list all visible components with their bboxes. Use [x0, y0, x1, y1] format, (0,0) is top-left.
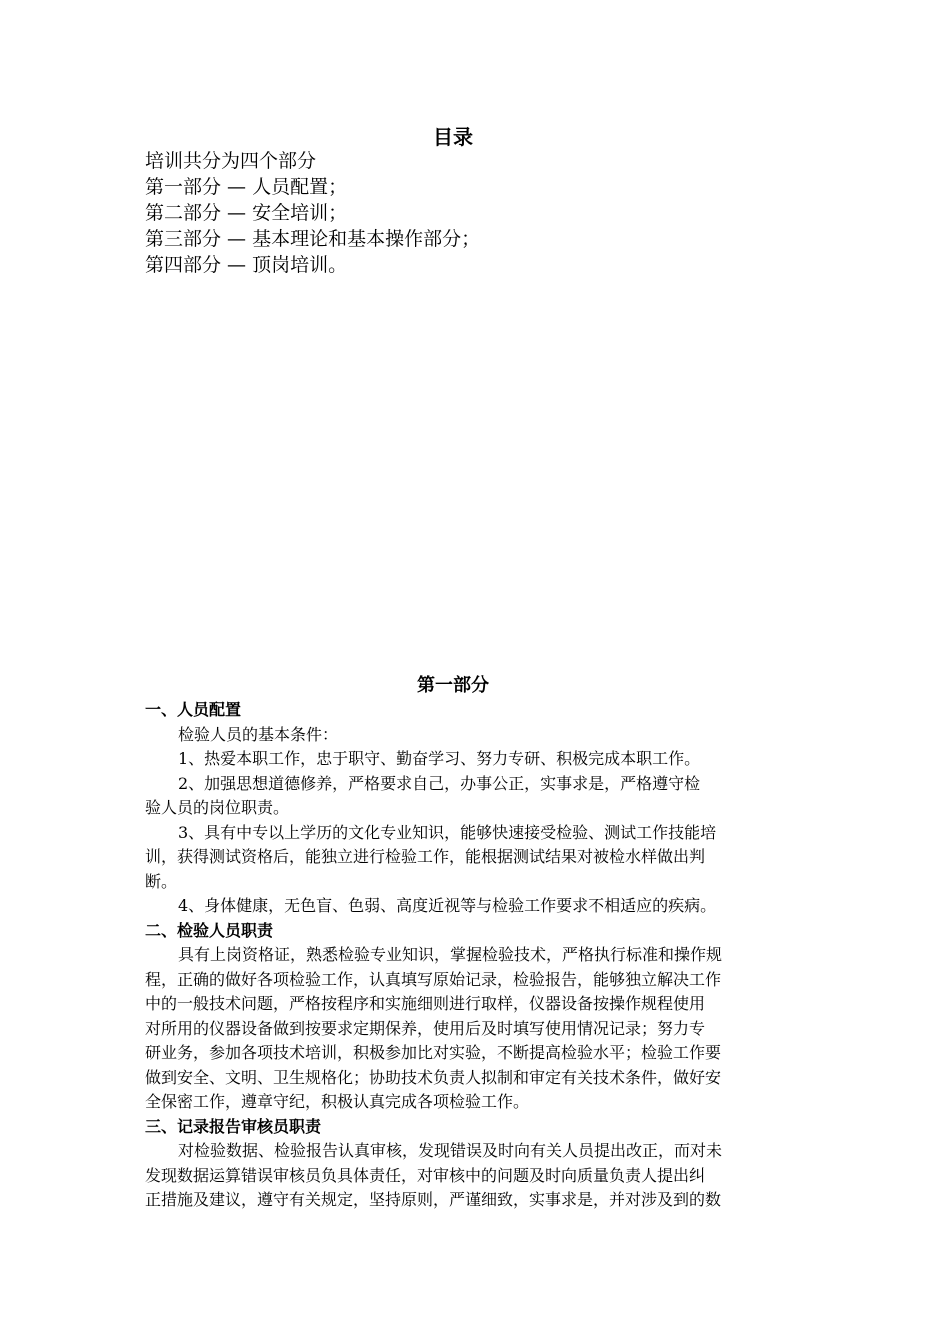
toc-item: 第二部分 — 安全培训；	[145, 202, 348, 224]
paragraph-line: 程，正确的做好各项检验工作，认真填写原始记录，检验报告，能够独立解决工作	[145, 969, 722, 989]
section-heading: 三、记录报告审核员职责	[145, 1116, 322, 1136]
paragraph-line: 1、热爱本职工作，忠于职守、勤奋学习、努力专研、积极完成本职工作。	[178, 749, 701, 768]
part-title: 第一部分	[417, 675, 489, 696]
paragraph-line: 对检验数据、检验报告认真审核，发现错误及时向有关人员提出改正，而对未	[178, 1141, 723, 1160]
toc-title: 目录	[433, 125, 473, 149]
paragraph-line: 检验人员的基本条件：	[178, 724, 339, 744]
paragraph-line: 2、加强思想道德修养，严格要求自己，办事公正，实事求是，严格遵守检	[178, 773, 701, 793]
paragraph-line: 对所用的仪器设备做到按要求定期保养，使用后及时填写使用情况记录；努力专	[145, 1018, 706, 1038]
paragraph-line: 具有上岗资格证，熟悉检验专业知识，掌握检验技术，严格执行标准和操作规	[178, 945, 723, 964]
paragraph-line: 断。	[145, 871, 178, 891]
toc-item: 第三部分 — 基本理论和基本操作部分；	[145, 228, 481, 250]
paragraph-line: 做到安全、文明、卫生规格化；协助技术负责人拟制和审定有关技术条件，做好安	[145, 1067, 722, 1087]
paragraph-line: 全保密工作，遵章守纪，积极认真完成各项检验工作。	[145, 1092, 530, 1111]
paragraph-line: 中的一般技术问题，严格按程序和实施细则进行取样，仪器设备按操作规程使用	[145, 994, 706, 1013]
toc-item: 第四部分 — 顶岗培训。	[145, 254, 348, 276]
paragraph-line: 正措施及建议，遵守有关规定，坚持原则，严谨细致，实事求是，并对涉及到的数	[145, 1190, 722, 1209]
paragraph-line: 训，获得测试资格后，能独立进行检验工作，能根据测试结果对被检水样做出判	[145, 847, 706, 866]
section-heading: 一、人员配置	[145, 700, 242, 719]
paragraph-line: 研业务，参加各项技术培训，积极参加比对实验，不断提高检验水平；检验工作要	[145, 1043, 722, 1062]
section-heading: 二、检验人员职责	[145, 920, 274, 940]
paragraph-line: 3、具有中专以上学历的文化专业知识，能够快速接受检验、测试工作技能培	[178, 822, 717, 842]
paragraph-line: 验人员的岗位职责。	[145, 798, 290, 817]
toc-item: 培训共分为四个部分	[145, 150, 317, 172]
part1-content	[145, 698, 807, 1213]
paragraph-line: 发现数据运算错误审核员负具体责任，对审核中的问题及时向质量负责人提出纠	[145, 1165, 706, 1185]
paragraph-line: 4、身体健康，无色盲、色弱、高度近视等与检验工作要求不相适应的疾病。	[178, 896, 717, 915]
toc-list	[145, 148, 480, 278]
toc-item: 第一部分 — 人员配置；	[145, 176, 348, 198]
